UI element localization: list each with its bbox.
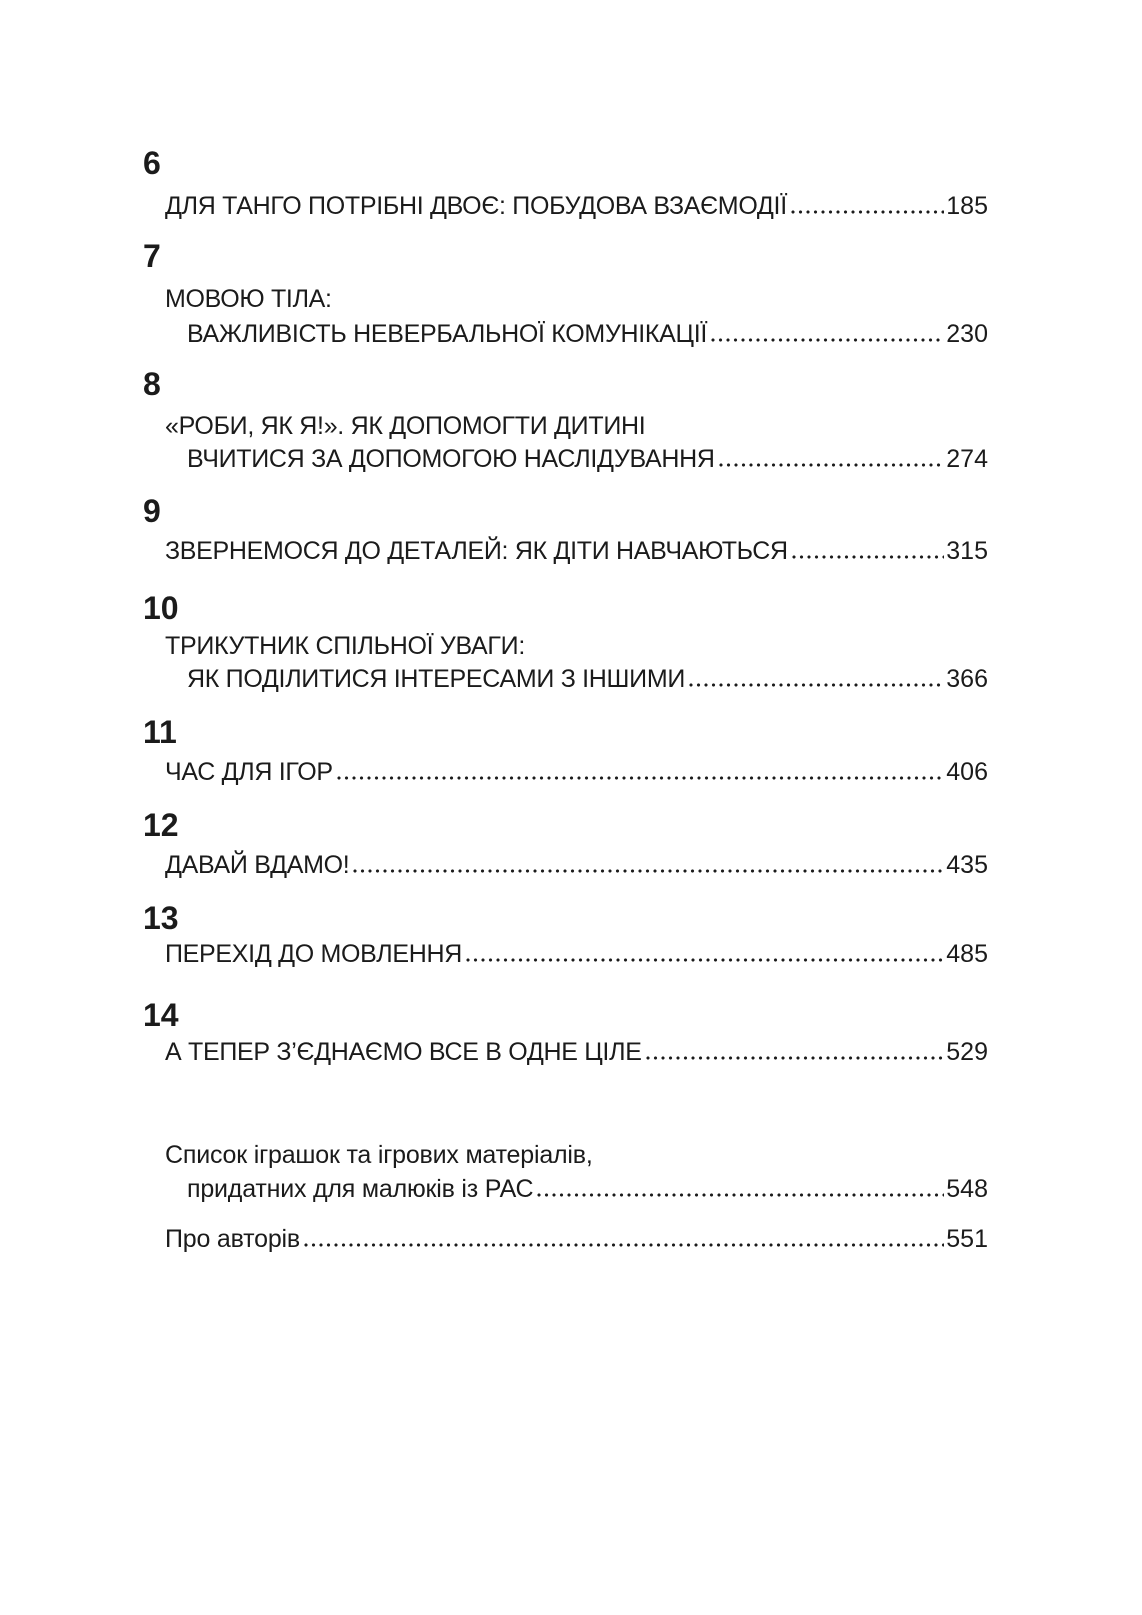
- toc-page-number: 529: [946, 1038, 988, 1066]
- toc-page-number: 366: [946, 665, 988, 693]
- toc-entry-title-continued: ВАЖЛИВІСТЬ НЕВЕРБАЛЬНОЇ КОМУНІКАЦІЇ: [187, 320, 708, 348]
- toc-entry-title-continued: ЯК ПОДІЛИТИСЯ ІНТЕРЕСАМИ З ІНШИМИ: [187, 665, 686, 693]
- toc-entry-title-continued: ВЧИТИСЯ ЗА ДОПОМОГОЮ НАСЛІДУВАННЯ: [187, 445, 715, 473]
- toc-page-number: 551: [946, 1225, 988, 1253]
- toc-entry-title: «РОБИ, ЯК Я!». ЯК ДОПОМОГТИ ДИТИНІ: [165, 412, 646, 440]
- toc-entry-title: Про авторів: [165, 1225, 300, 1253]
- toc-entry-title: ДЛЯ ТАНГО ПОТРІБНІ ДВОЄ: ПОБУДОВА ВЗАЄМОДІЇ: [165, 192, 787, 220]
- chapter-number: 11: [143, 714, 177, 750]
- toc-page-number: 548: [946, 1175, 988, 1203]
- dot-leader: [711, 338, 944, 342]
- dot-leader: [646, 1056, 945, 1060]
- dot-leader: [304, 1243, 944, 1247]
- toc-page-number: 315: [946, 537, 988, 565]
- dot-leader: [466, 958, 944, 962]
- chapter-number: 12: [143, 807, 179, 843]
- toc-entry-title: ЗВЕРНЕМОСЯ ДО ДЕТАЛЕЙ: ЯК ДІТИ НАВЧАЮТЬСЯ: [165, 537, 788, 565]
- chapter-number: 6: [143, 145, 161, 181]
- toc-entry-title-continued: придатних для малюків із РАС: [187, 1175, 534, 1203]
- toc-entry: [165, 758, 988, 786]
- toc-entry: [165, 537, 988, 565]
- dot-leader: [353, 869, 944, 873]
- toc-entry-title: ПЕРЕХІД ДО МОВЛЕННЯ: [165, 940, 463, 968]
- toc-entry-title: МОВОЮ ТІЛА:: [165, 285, 332, 313]
- toc-page-number: 185: [946, 192, 988, 220]
- chapter-number: 10: [143, 590, 179, 626]
- chapter-number: 13: [143, 900, 179, 936]
- chapter-number: 7: [143, 238, 161, 274]
- toc-entry-title: ТРИКУТНИК СПІЛЬНОЇ УВАГИ:: [165, 632, 525, 660]
- dot-leader: [791, 210, 944, 214]
- toc-entry-title: ЧАС ДЛЯ ІГОР: [165, 758, 333, 786]
- toc-entry: [165, 192, 988, 220]
- toc-entry: [165, 1038, 988, 1066]
- toc-entry: [187, 665, 988, 693]
- toc-page-number: 406: [946, 758, 988, 786]
- toc-entry: [165, 940, 988, 968]
- toc-entry-title: ДАВАЙ ВДАМО!: [165, 851, 350, 879]
- toc-page-number: 485: [946, 940, 988, 968]
- toc-entry: [187, 320, 988, 348]
- toc-page-number: 274: [946, 445, 988, 473]
- toc-page-number: 435: [946, 851, 988, 879]
- toc-entry: [187, 1175, 988, 1203]
- dot-leader: [719, 463, 945, 467]
- toc-entry: [187, 445, 988, 473]
- dot-leader: [537, 1193, 944, 1197]
- toc-page-number: 230: [946, 320, 988, 348]
- dot-leader: [689, 683, 944, 687]
- chapter-number: 9: [143, 493, 161, 529]
- chapter-number: 14: [143, 997, 179, 1033]
- toc-entry-title: Список іграшок та ігрових матеріалів,: [165, 1141, 593, 1169]
- toc-entry-title: А ТЕПЕР З’ЄДНАЄМО ВСЕ В ОДНЕ ЦІЛЕ: [165, 1038, 642, 1066]
- toc-entry: [165, 1225, 988, 1253]
- dot-leader: [792, 555, 945, 559]
- chapter-number: 8: [143, 366, 161, 402]
- toc-entry: [165, 851, 988, 879]
- dot-leader: [337, 776, 945, 780]
